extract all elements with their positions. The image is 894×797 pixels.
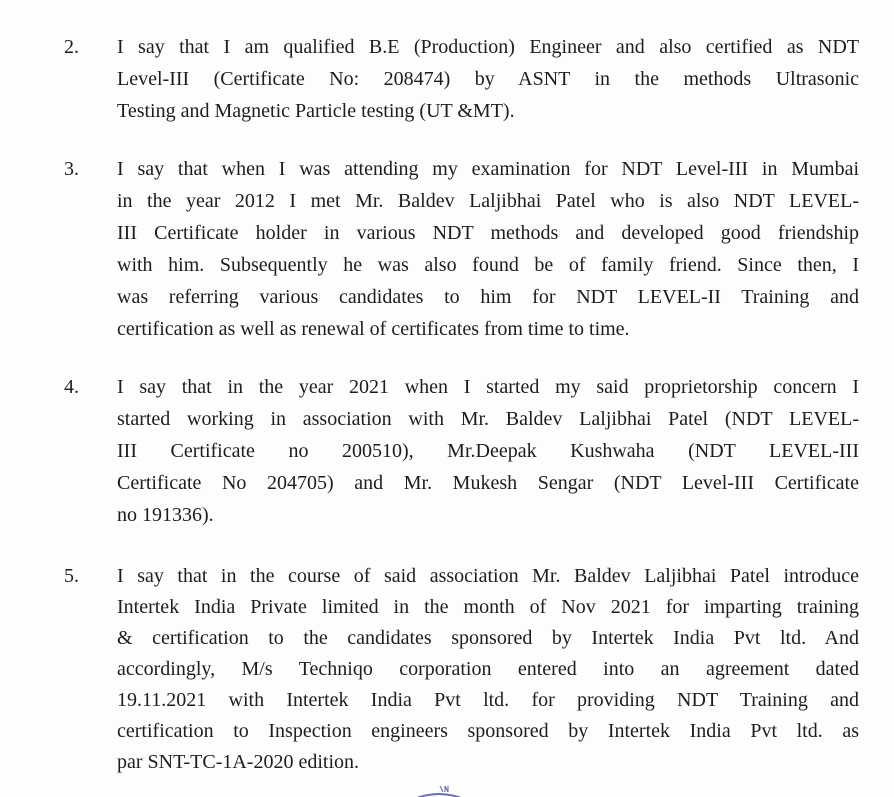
paragraph-line: I say that in the year 2021 when I started my said proprietorship concern I: [117, 376, 859, 398]
paragraph-line: certification to Inspection engineers sponsored by Intertek India Pvt ltd. as: [117, 720, 859, 742]
paragraph-line: 19.11.2021 with Intertek India Pvt ltd. for providing NDT Training and: [117, 689, 859, 711]
paragraph-line: par SNT-TC-1A-2020 edition.: [117, 751, 360, 773]
paragraph-number: 4.: [64, 376, 79, 398]
paragraph-line: I say that I am qualified B.E (Production) Engineer and also certified as NDT: [117, 36, 859, 58]
paragraph-line: Testing and Magnetic Particle testing (UT &MT).: [117, 100, 515, 122]
paragraph-line: Level-III (Certificate No: 208474) by ASNT in the methods Ultrasonic: [117, 68, 859, 90]
paragraph-line: & certification to the candidates sponsored by Intertek India Pvt ltd. And: [117, 627, 859, 649]
paragraph-line: no 191336).: [117, 504, 214, 526]
paragraph-line: accordingly, M/s Techniqo corporation entered into an agreement dated: [117, 658, 859, 680]
paragraph-line: III Certificate no 200510), Mr.Deepak Kushwaha (NDT LEVEL-III: [117, 440, 859, 462]
paragraph-line: I say that when I was attending my examination for NDT Level-III in Mumbai: [117, 158, 859, 180]
paragraph-line: in the year 2012 I met Mr. Baldev Laljibhai Patel who is also NDT LEVEL-: [117, 190, 859, 212]
paragraph-line: started working in association with Mr. Baldev Laljibhai Patel (NDT LEVEL-: [117, 408, 859, 430]
paragraph-line: Intertek India Private limited in the month of Nov 2021 for imparting training: [117, 596, 859, 618]
paragraph-line: was referring various candidates to him for NDT LEVEL-II Training and: [117, 286, 859, 308]
notary-stamp-icon: [384, 775, 494, 797]
paragraph-number: 5.: [64, 565, 79, 587]
paragraph-line: with him. Subsequently he was also found be of family friend. Since then, I: [117, 254, 859, 276]
paragraph-line: certification as well as renewal of certificates from time to time.: [117, 318, 630, 340]
paragraph-line: III Certificate holder in various NDT methods and developed good friendship: [117, 222, 859, 244]
paragraph-line: I say that in the course of said association Mr. Baldev Laljibhai Patel introduce: [117, 565, 859, 587]
paragraph-line: Certificate No 204705) and Mr. Mukesh Sengar (NDT Level-III Certificate: [117, 472, 859, 494]
paragraph-number: 3.: [64, 158, 79, 180]
paragraph-number: 2.: [64, 36, 79, 58]
